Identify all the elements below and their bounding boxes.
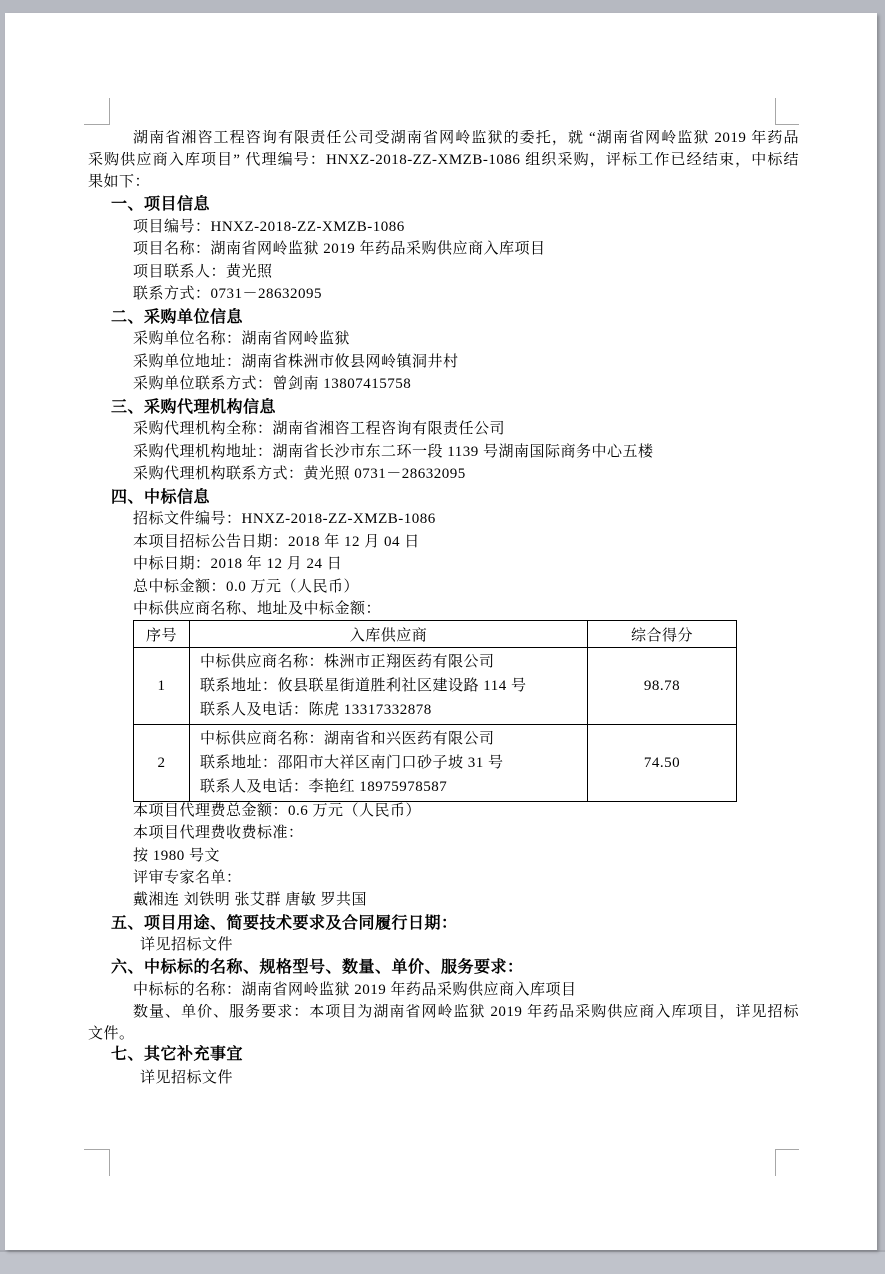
header-score: 综合得分 (588, 621, 737, 648)
see-bid-doc-line: 详见招标文件 (140, 937, 234, 953)
supplier-contact-line: 联系人及电话：李艳红 18975978587 (200, 779, 448, 795)
intro-line: 果如下： (88, 174, 151, 190)
award-subject-name-line: 中标标的名称：湖南省网岭监狱 2019 年药品采购供应商入库项目 (133, 982, 577, 998)
expert-list-label-line: 评审专家名单： (133, 870, 242, 886)
supplier-name-line: 中标供应商名称：株洲市正翔医药有限公司 (200, 654, 495, 670)
announce-date-line: 本项目招标公告日期：2018 年 12 月 04 日 (133, 534, 420, 550)
quantity-service-line: 数量、单价、服务要求：本项目为湖南省网岭监狱 2019 年药品采购供应商入库项目，详见招标 (133, 1004, 799, 1020)
crop-mark-bottom-right (775, 1149, 799, 1176)
crop-mark-top-left (84, 98, 110, 125)
award-date-line: 中标日期：2018 年 12 月 24 日 (133, 556, 343, 572)
document-page (5, 13, 877, 1250)
table-row (134, 648, 737, 725)
winning-suppliers-table (133, 620, 737, 802)
quantity-service-line-cont: 文件。 (88, 1026, 135, 1042)
row-seq-no: 1 (134, 648, 190, 725)
table-header-row (134, 621, 737, 648)
agency-contact-line: 采购代理机构联系方式：黄光照 0731－28632095 (133, 466, 466, 482)
row-seq-no: 2 (134, 725, 190, 802)
table-row (134, 725, 737, 802)
total-amount-line: 总中标金额：0.0 万元（人民币） (133, 579, 360, 595)
crop-mark-top-right (775, 98, 799, 125)
project-number-line: 项目编号：HNXZ-2018-ZZ-XMZB-1086 (133, 219, 405, 235)
section-3-heading: 三、采购代理机构信息 (111, 399, 277, 416)
see-bid-doc-line: 详见招标文件 (140, 1070, 234, 1086)
section-7-heading: 七、其它补充事宜 (111, 1046, 244, 1063)
supplier-address-line: 联系地址：邵阳市大祥区南门口砂子坡 31 号 (200, 755, 504, 771)
section-6-heading: 六、中标标的名称、规格型号、数量、单价、服务要求： (111, 959, 524, 976)
section-1-heading: 一、项目信息 (111, 196, 211, 213)
supplier-list-label-line: 中标供应商名称、地址及中标金额： (133, 601, 382, 617)
fee-basis-line: 按 1980 号文 (133, 848, 221, 864)
viewer-bottom-band (0, 1250, 885, 1274)
project-phone-line: 联系方式：0731－28632095 (133, 286, 323, 302)
row-supplier-cell (190, 648, 588, 725)
row-supplier-cell (190, 725, 588, 802)
purchaser-address-line: 采购单位地址：湖南省株洲市攸县网岭镇洞井村 (133, 354, 459, 370)
project-contact-line: 项目联系人：黄光照 (133, 264, 273, 280)
agency-fee-total-line: 本项目代理费总金额：0.6 万元（人民币） (133, 803, 422, 819)
header-supplier: 入库供应商 (190, 621, 588, 648)
expert-names-line: 戴湘连 刘铁明 张艾群 唐敏 罗共国 (133, 892, 368, 908)
purchaser-name-line: 采购单位名称：湖南省网岭监狱 (133, 331, 351, 347)
section-4-heading: 四、中标信息 (111, 489, 211, 506)
row-score: 98.78 (588, 648, 737, 725)
section-2-heading: 二、采购单位信息 (111, 309, 244, 326)
agency-address-line: 采购代理机构地址：湖南省长沙市东二环一段 1139 号湖南国际商务中心五楼 (133, 444, 654, 460)
crop-mark-bottom-left (84, 1149, 110, 1176)
supplier-contact-line: 联系人及电话：陈虎 13317332878 (200, 702, 432, 718)
supplier-name-line: 中标供应商名称：湖南省和兴医药有限公司 (200, 731, 495, 747)
agency-fee-standard-line: 本项目代理费收费标准： (133, 825, 304, 841)
row-score: 74.50 (588, 725, 737, 802)
section-5-heading: 五、项目用途、简要技术要求及合同履行日期： (111, 915, 458, 932)
bid-doc-number-line: 招标文件编号：HNXZ-2018-ZZ-XMZB-1086 (133, 511, 436, 527)
intro-line: 湖南省湘咨工程咨询有限责任公司受湖南省网岭监狱的委托，就 “湖南省网岭监狱 2019 年药品 (133, 130, 799, 146)
intro-line: 采购供应商入库项目” 代理编号：HNXZ-2018-ZZ-XMZB-1086 组织采购，评标工作已经结束，中标结 (88, 152, 799, 168)
supplier-address-line: 联系地址：攸县联星街道胜利社区建设路 114 号 (200, 678, 527, 694)
project-name-line: 项目名称：湖南省网岭监狱 2019 年药品采购供应商入库项目 (133, 241, 546, 257)
purchaser-contact-line: 采购单位联系方式：曾剑南 13807415758 (133, 376, 412, 392)
agency-name-line: 采购代理机构全称：湖南省湘咨工程咨询有限责任公司 (133, 421, 506, 437)
header-seq-no: 序号 (134, 621, 190, 648)
